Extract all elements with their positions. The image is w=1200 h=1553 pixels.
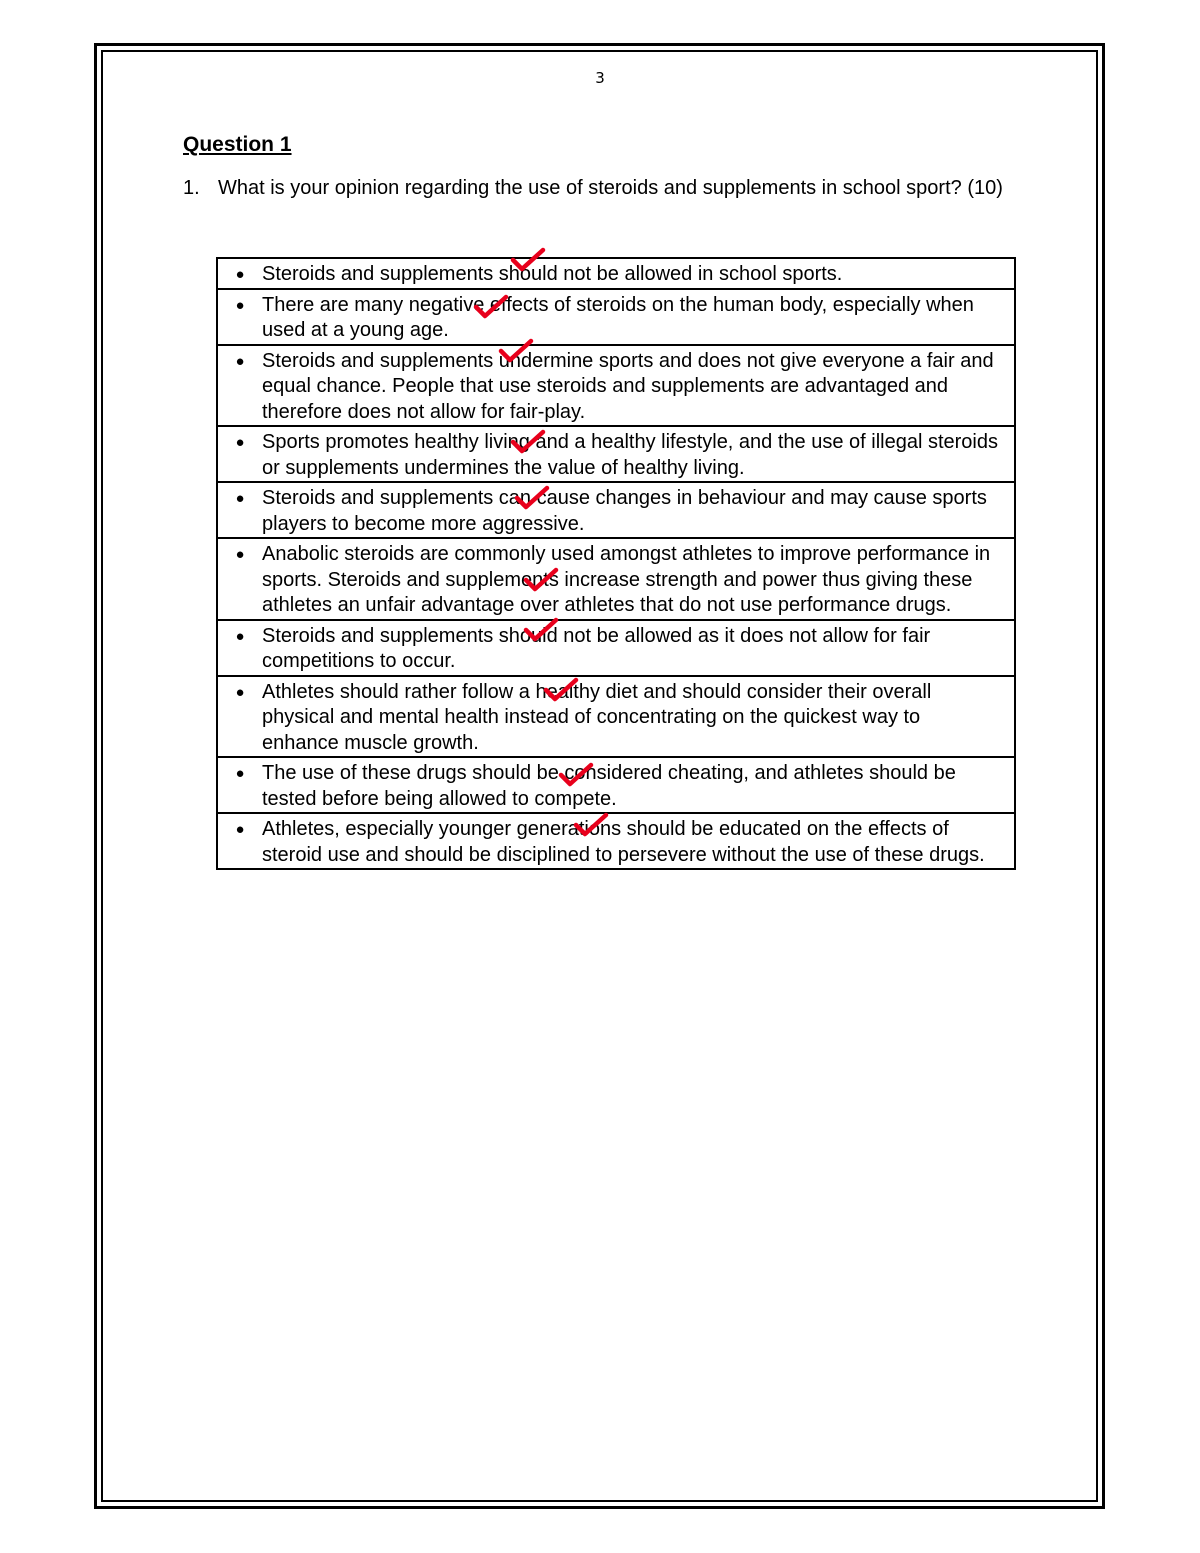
bullet-icon: ● <box>235 546 245 563</box>
bullet-icon: ● <box>235 821 245 838</box>
answer-text: There are many negative effects of steroids on the human body, especially when used at a young age. <box>262 293 974 341</box>
answer-cell <box>217 426 1015 482</box>
bullet-icon: ● <box>235 352 245 370</box>
answer-row <box>217 676 1015 758</box>
answer-table-body <box>217 258 1015 869</box>
page-number: 3 <box>595 69 605 87</box>
bullet-icon: ● <box>235 490 245 507</box>
answer-text: Steroids and supplements can cause changes in behaviour and may cause sports players to become more aggressive. <box>262 487 987 535</box>
answer-cell <box>217 258 1015 289</box>
answer-text: Athletes, especially younger generations should be educated on the effects of steroid use and should be disciplined to persevere without the use of these drugs. <box>262 818 985 866</box>
answer-row <box>217 426 1015 482</box>
answer-text: Steroids and supplements should not be allowed as it does not allow for fair competitions to occur. <box>262 624 931 672</box>
answer-cell <box>217 676 1015 758</box>
question-number: 1. <box>183 177 200 199</box>
bullet-icon: ● <box>235 765 245 782</box>
answer-text: Steroids and supplements should not be allowed in school sports. <box>262 263 843 285</box>
answer-cell <box>217 289 1015 345</box>
answer-row <box>217 538 1015 620</box>
question-heading: Question 1 <box>183 133 292 156</box>
answer-table <box>216 257 1016 870</box>
answer-cell <box>217 345 1015 427</box>
answer-row <box>217 482 1015 538</box>
answer-row <box>217 258 1015 289</box>
answer-cell <box>217 538 1015 620</box>
bullet-icon: ● <box>235 683 245 701</box>
answer-text: Anabolic steroids are commonly used amongst athletes to improve performance in sports. Steroids and supplements increase strength and power thus giving these athletes an unfair advantage over athletes that do not use performance drugs. <box>262 543 991 616</box>
question-text: What is your opinion regarding the use of steroids and supplements in school sport? (10) <box>218 177 1003 199</box>
answer-row <box>217 345 1015 427</box>
answer-row <box>217 289 1015 345</box>
answer-cell <box>217 620 1015 676</box>
answer-cell <box>217 813 1015 869</box>
answer-cell <box>217 757 1015 813</box>
question-prompt <box>183 175 1013 202</box>
answer-text: The use of these drugs should be considered cheating, and athletes should be tested before being allowed to compete. <box>262 762 956 810</box>
bullet-icon: ● <box>235 434 245 451</box>
answer-text: Steroids and supplements undermine sports and does not give everyone a fair and equal chance. People that use steroids and supplements are advantaged and therefore does not allow for fair-play. <box>262 349 994 423</box>
answer-text: Athletes should rather follow a healthy diet and should consider their overall physical and mental health instead of concentrating on the quickest way to enhance muscle growth. <box>262 680 932 754</box>
bullet-icon: ● <box>235 296 245 314</box>
answer-row <box>217 757 1015 813</box>
answer-text: Sports promotes healthy living and a healthy lifestyle, and the use of illegal steroids or supplements undermines the value of healthy living. <box>262 431 998 479</box>
answer-row <box>217 620 1015 676</box>
answer-cell <box>217 482 1015 538</box>
bullet-icon: ● <box>235 627 245 645</box>
bullet-icon: ● <box>235 266 245 283</box>
answer-row <box>217 813 1015 869</box>
